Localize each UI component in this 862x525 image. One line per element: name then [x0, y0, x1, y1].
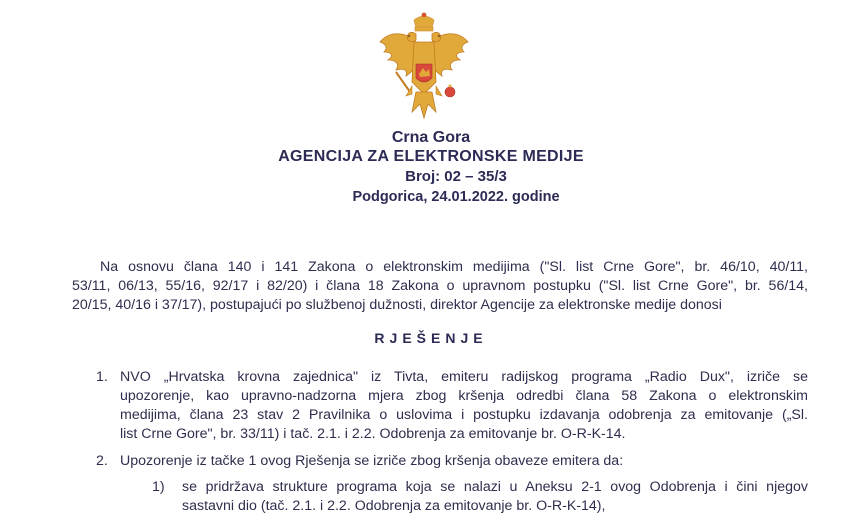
agency-name: AGENCIJA ZA ELEKTRONSKE MEDIJE	[278, 148, 584, 165]
list-item-text	[120, 452, 808, 471]
place-and-date: Podgorica, 24.01.2022. godine	[352, 189, 560, 205]
list-item-line: Upozorenje iz tačke 1 ovog Rješenja se izriče zbog kršenja obaveze emitera da:	[120, 453, 624, 469]
sub-list-item-number: 1)	[152, 479, 165, 495]
document-number: Broj: 02 – 35/3	[405, 168, 507, 185]
decision-title: RJEŠENJE	[374, 330, 488, 346]
list-item-line: list Crne Gore", br. 33/11) i tač. 2.1. i 2.2. Odobrenja za emitovanje br. O-R-K-14.	[120, 426, 626, 442]
list-item-line: upozorenje, kao upravno-nadzorna mjera zbog kršenja odredbi člana 58 Zakona o elektronskim	[120, 388, 808, 404]
list-item-number: 2.	[96, 453, 108, 469]
country-name: Crna Gora	[391, 129, 471, 146]
coat-of-arms-emblem	[376, 12, 472, 130]
intro-paragraph	[72, 258, 808, 315]
sub-list-item-line: sastavni dio (tač. 2.1. i 2.2. Odobrenja za emitovanje br. O-R-K-14),	[182, 498, 606, 514]
list-item-line: NVO „Hrvatska krovna zajednica" iz Tivta, emiteru radijskog programa „Radio Dux", izriče se	[120, 369, 808, 385]
intro-line: 53/11, 06/13, 55/16, 92/17 i 82/20) i člana 18 Zakona o upravnom postupku ("Sl. list Crne Gore", br. 56/14,	[72, 278, 808, 294]
intro-line: 20/15, 40/16 i 37/17), postupajući po službenoj dužnosti, direktor Agencije za elektronske medije donosi	[72, 297, 722, 313]
document-header	[0, 128, 862, 207]
list-item-line: medijima, člana 23 stav 2 Pravilnika o uslovima i postupku izdavanja odobrenja za emitovanje („Sl.	[120, 407, 808, 423]
list-item-number: 1.	[96, 369, 108, 385]
sub-list-item-line: se pridržava strukture programa koja se nalazi u Aneksu 2-1 ovog Odobrenja i čini njegov	[182, 479, 808, 495]
intro-line: Na osnovu člana 140 i 141 Zakona o elektronskim medijima ("Sl. list Crne Gore", br. 46/10, 40/11,	[100, 259, 808, 275]
sub-list-item-text	[182, 478, 808, 516]
list-item-text	[120, 368, 808, 444]
